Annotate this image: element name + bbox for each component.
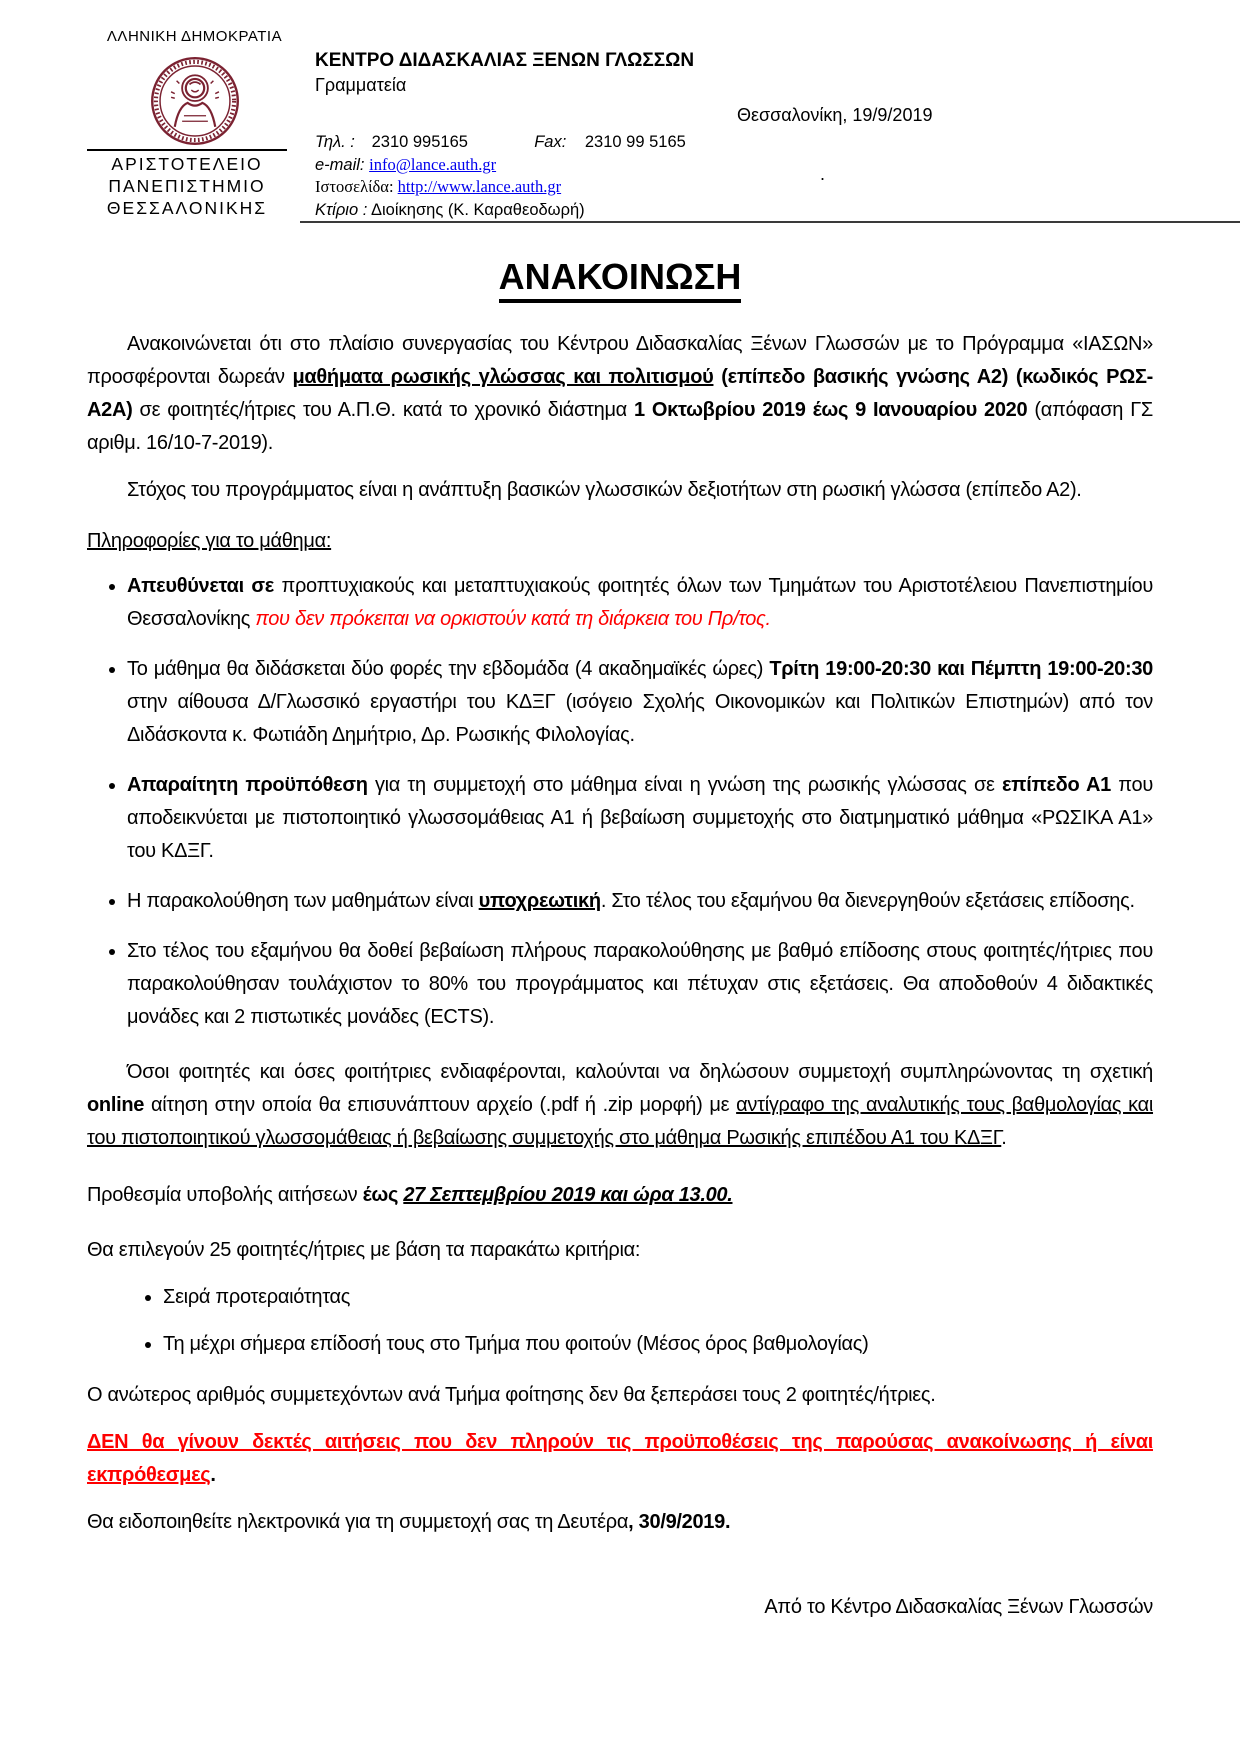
department-label: Γραμματεία (315, 75, 407, 95)
university-name-line3: ΘΕΣΣΑΛΟΝΙΚΗΣ (106, 198, 268, 219)
audience-lead: Απευθύνεται σε (127, 575, 274, 598)
website-link[interactable]: http://www.lance.auth.gr (397, 177, 562, 196)
info-bullet-list (87, 570, 1153, 1034)
bullet-attendance (127, 885, 1153, 918)
phone-label: Τηλ. : (315, 133, 355, 151)
prerequisite-text: για τη συμμετοχή στο μάθημα είναι η γνώση της ρωσικής γλώσσας σε (367, 774, 1002, 797)
criteria-list (87, 1281, 1153, 1361)
deadline-until: έως (362, 1184, 404, 1207)
decision-reference: (απόφαση ΓΣ αριθμ. 16/10-7-2019). (87, 399, 1153, 455)
bullet-schedule (127, 653, 1153, 752)
course-level-code: (επίπεδο βασικής γνώσης Α2) (κωδικός ΡΩΣ-Α2Α) (87, 366, 1154, 422)
page-title: ΑΝΑΚΟΙΝΩΣΗ (87, 247, 1153, 306)
application-paragraph (87, 1056, 1153, 1155)
course-name-emphasis: μαθήματα ρωσικής γλώσσας και πολιτισμού (292, 366, 714, 389)
application-text-2: αίτηση στην οποία θα επισυνάπτουν αρχείο (.pdf ή .zip μορφή) με (144, 1094, 737, 1117)
course-dates: 1 Οκτωβρίου 2019 έως 9 Ιανουαρίου 2020 (634, 399, 1028, 422)
prerequisite-lead: Απαραίτητη προϋπόθεση (127, 774, 368, 797)
website-label: Ιστοσελίδα: (315, 177, 394, 196)
attendance-text: Η παρακολούθηση των μαθημάτων είναι (127, 890, 479, 913)
city-date: Θεσσαλονίκη, 19/9/2019 (737, 105, 933, 125)
email-label: e-mail: (315, 155, 365, 174)
university-name-line2: ΠΑΝΕΠΙΣΤΗΜΙΟ (108, 176, 266, 197)
criteria-priority: • Σειρά προτεραιότητας (163, 1281, 1153, 1314)
stray-dot: . (820, 164, 826, 184)
deadline-text: Προθεσμία υποβολής αιτήσεων (87, 1184, 363, 1207)
bullet-prerequisite (127, 769, 1153, 868)
email-row (315, 154, 686, 177)
schedule-times: Τρίτη 19:00-20:30 και Πέμπτη 19:00-20:30 (769, 658, 1153, 681)
phone-row (315, 131, 686, 154)
attachments-required: αντίγραφο της αναλυτικής τους βαθμολογίας και του πιστοποιητικού γλωσσομάθειας ή βεβαίωσης συμμετοχής στο μάθημα Ρωσικής επιπέδου Α1 του ΚΔΞΓ (87, 1094, 1154, 1150)
deadline-paragraph (87, 1179, 1153, 1212)
university-name (81, 153, 293, 219)
university-name-line1: ΑΡΙΣΤΟΤΕΛΕΙΟ (111, 154, 263, 174)
intro-paragraph (87, 328, 1153, 460)
application-period: . (1001, 1127, 1007, 1150)
limit-paragraph: Ο ανώτερος αριθμός συμμετεχόντων ανά Τμήμα φοίτησης δεν θα ξεπεράσει τους 2 φοιτητές/ήτριες. (87, 1384, 936, 1407)
audience-text: προπτυχιακούς και μεταπτυχιακούς φοιτητές όλων των Τμημάτων του Αριστοτέλειου Πανεπιστημίου Θεσσαλονίκης (127, 575, 1153, 631)
header-divider-line (300, 221, 1240, 223)
warning-period: . (210, 1464, 216, 1487)
info-heading: Πληροφορίες για το μάθημα: (87, 530, 332, 553)
notify-date: , 30/9/2019. (628, 1511, 731, 1534)
warning-paragraph (87, 1426, 1153, 1492)
phone-number: 2310 995165 (371, 133, 468, 151)
attendance-mandatory: υποχρεωτική (478, 890, 601, 913)
application-text: Όσοι φοιτητές και όσες φοιτήτριες ενδιαφέρονται, καλούνται να δηλώσουν συμμετοχή συμπληρώνοντας τη σχετική (127, 1061, 1153, 1084)
building-value: Διοίκησης (Κ. Καραθεοδωρή) (371, 200, 585, 219)
audience-restriction: που δεν πρόκειται να ορκιστούν κατά τη διάρκεια του Πρ/τος. (255, 608, 771, 631)
warning-text: ΔΕΝ θα γίνουν δεκτές αιτήσεις που δεν πληρούν τις προϋποθέσεις της παρούσας ανακοίνωσης ή είναι εκπρόθεσμες (87, 1431, 1153, 1487)
bullet-audience (127, 570, 1153, 636)
building-label: Κτίριο : (315, 200, 368, 219)
goal-paragraph: Στόχος του προγράμματος είναι η ανάπτυξη βασικών γλωσσικών δεξιοτήτων στη ρωσική γλώσσα (επίπεδο Α2). (127, 479, 1082, 502)
bullet-certificate: • Στο τέλος του εξαμήνου θα δοθεί βεβαίωση πλήρους παρακολούθησης με βαθμό επίδοσης στους φοιτητές/ήτριες που παρακολούθησαν τουλάχιστον το 80% του προγράμματος και πέτυχαν στις εξετάσεις. Θα αποδοθούν 4 διδακτικές μονάδες και 2 πιστωτικές μονάδες (ECTS). (127, 935, 1153, 1034)
intro-text: Ανακοινώνεται ότι στο πλαίσιο συνεργασίας του Κέντρου Διδασκαλίας Ξένων Γλωσσών με το Πρόγραμμα «ΙΑΣΩΝ» προσφέρονται δωρεάν (87, 333, 1153, 389)
email-link[interactable]: info@lance.auth.gr (369, 154, 497, 174)
center-name: ΚΕΝΤΡΟ ΔΙΔΑΣΚΑΛΙΑΣ ΞΕΝΩΝ ΓΛΩΣΣΩΝ (315, 50, 695, 71)
criteria-performance: • Τη μέχρι σήμερα επίδοσή τους στο Τμήμα που φοιτούν (Μέσος όρος βαθμολογίας) (163, 1328, 1153, 1361)
university-seal-logo (145, 55, 245, 147)
hellenic-republic-label: ΛΛΗΝΙΚΗ ΔΗΜΟΚΡΑΤΙΑ (106, 28, 283, 45)
online-emphasis: online (87, 1094, 145, 1117)
announcement-body (87, 247, 1153, 1624)
intro-text-2: σε φοιτητές/ήτριες του Α.Π.Θ. κατά το χρονικό διάστημα (139, 399, 635, 422)
letterhead (87, 28, 1153, 233)
fax-number: 2310 99 5165 (584, 133, 686, 151)
signature-line: Από το Κέντρο Διδασκαλίας Ξένων Γλωσσών (764, 1596, 1153, 1619)
selection-intro: Θα επιλεγούν 25 φοιτητές/ήτριες με βάση τα παρακάτω κριτήρια: (87, 1239, 641, 1262)
contact-block (315, 131, 686, 221)
notify-paragraph (87, 1506, 1153, 1539)
prerequisite-level: επίπεδο Α1 (1001, 774, 1111, 797)
deadline-date: 27 Σεπτεμβρίου 2019 και ώρα 13.00. (403, 1184, 733, 1207)
schedule-text: Το μάθημα θα διδάσκεται δύο φορές την εβδομάδα (4 ακαδημαϊκές ώρες) (127, 658, 770, 681)
schedule-location: στην αίθουσα Δ/Γλωσσικό εργαστήρι του ΚΔΞΓ (ισόγειο Σχολής Οικονομικών και Πολιτικών Επιστημών) από τον Διδάσκοντα κ. Φωτιάδη Δημήτριο, Δρ. Ρωσικής Φιλολογίας. (127, 691, 1153, 747)
attendance-exams: . Στο τέλος του εξαμήνου θα διενεργηθούν εξετάσεις επίδοσης. (600, 890, 1135, 913)
website-row (315, 176, 686, 199)
seal-divider (87, 149, 287, 151)
prerequisite-proof: που αποδεικνύεται με πιστοποιητικό γλωσσομάθειας Α1 ή βεβαίωση συμμετοχής στο διατμηματικό μάθημα «ΡΩΣΙΚΑ Α1» του ΚΔΞΓ. (127, 774, 1153, 863)
fax-label: Fax: (534, 133, 567, 151)
building-row (315, 199, 686, 222)
notify-text: Θα ειδοποιηθείτε ηλεκτρονικά για τη συμμετοχή σας τη Δευτέρα (87, 1511, 629, 1534)
